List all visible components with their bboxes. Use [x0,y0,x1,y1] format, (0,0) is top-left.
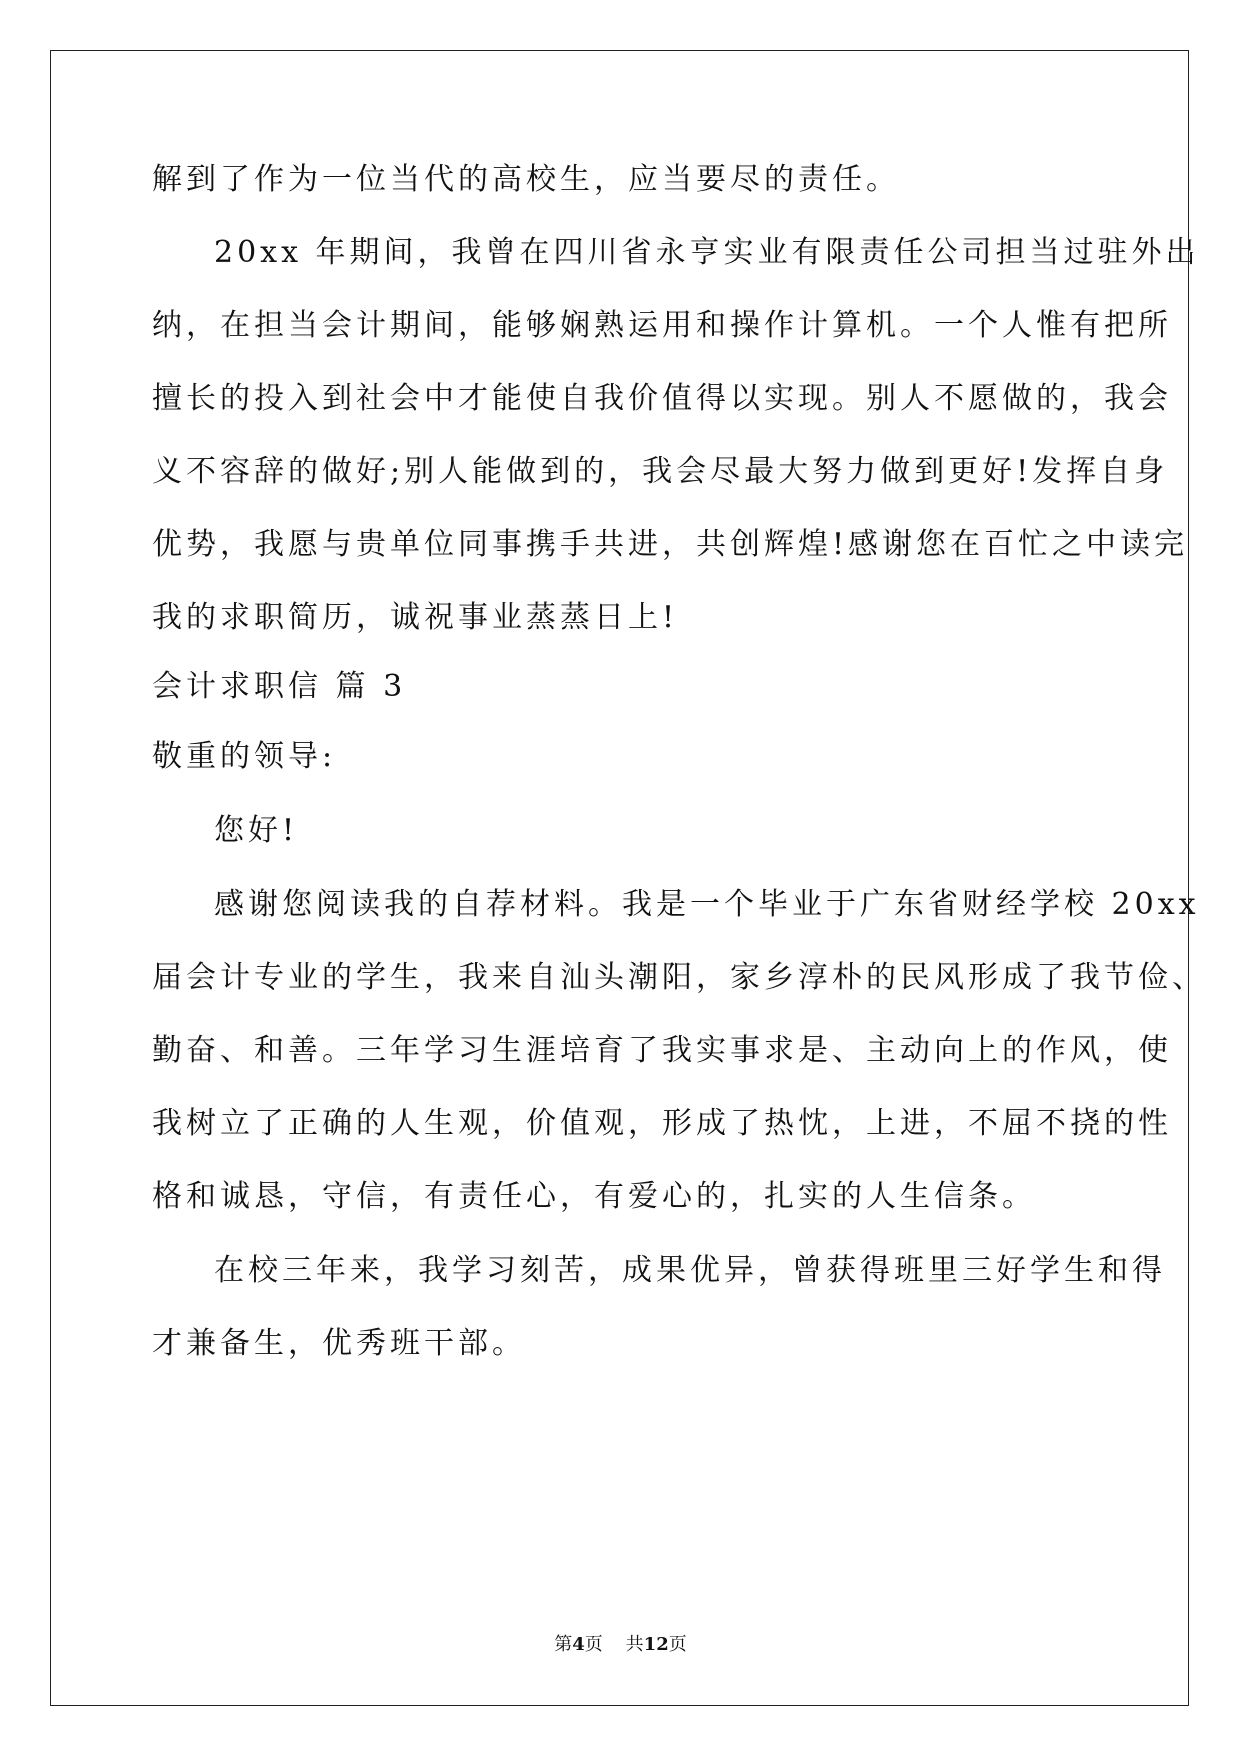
footer-page-number: 4 [572,1634,585,1655]
paragraph-line: 擅长的投入到社会中才能使自我价值得以实现。别人不愿做的，我会 [152,381,1172,416]
paragraph-line: 优势，我愿与贵单位同事携手共进，共创辉煌!感谢您在百忙之中读完 [152,527,1189,562]
page-border [50,50,1189,1706]
footer-total-pages: 12 [643,1634,669,1655]
paragraph-line: 纳，在担当会计期间，能够娴熟运用和操作计算机。一个人惟有把所 [152,308,1172,343]
footer-total-prefix: 共 [625,1634,644,1655]
footer-page-suffix: 页 [584,1634,603,1655]
paragraph-line: 我的求职简历，诚祝事业蒸蒸日上! [152,600,679,635]
greeting: 您好! [214,813,299,848]
paragraph-line: 感谢您阅读我的自荐材料。我是一个毕业于广东省财经学校 20xx [214,887,1200,922]
paragraph-line: 勤奋、和善。三年学习生涯培育了我实事求是、主动向上的作风，使 [152,1033,1172,1068]
paragraph-line: 届会计专业的学生，我来自汕头潮阳，家乡淳朴的民风形成了我节俭、 [152,960,1206,995]
paragraph-line: 在校三年来，我学习刻苦，成果优异，曾获得班里三好学生和得 [214,1253,1166,1288]
paragraph-line: 义不容辞的做好;别人能做到的，我会尽最大努力做到更好!发挥自身 [152,454,1169,489]
paragraph-line: 才兼备生，优秀班干部。 [152,1326,526,1361]
footer-prefix: 第 [554,1634,573,1655]
paragraph-line: 我树立了正确的人生观，价值观，形成了热忱，上进，不屈不挠的性 [152,1106,1172,1141]
salutation: 敬重的领导: [152,739,337,774]
paragraph-line: 格和诚恳，守信，有责任心，有爱心的，扎实的人生信条。 [152,1179,1036,1214]
page-footer [0,1630,1241,1656]
footer-total-suffix: 页 [668,1634,687,1655]
section-heading: 会计求职信 篇 3 [152,669,407,704]
paragraph-line: 20xx 年期间，我曾在四川省永亨实业有限责任公司担当过驻外出 [214,235,1200,270]
paragraph-line: 解到了作为一位当代的高校生，应当要尽的责任。 [152,162,900,197]
